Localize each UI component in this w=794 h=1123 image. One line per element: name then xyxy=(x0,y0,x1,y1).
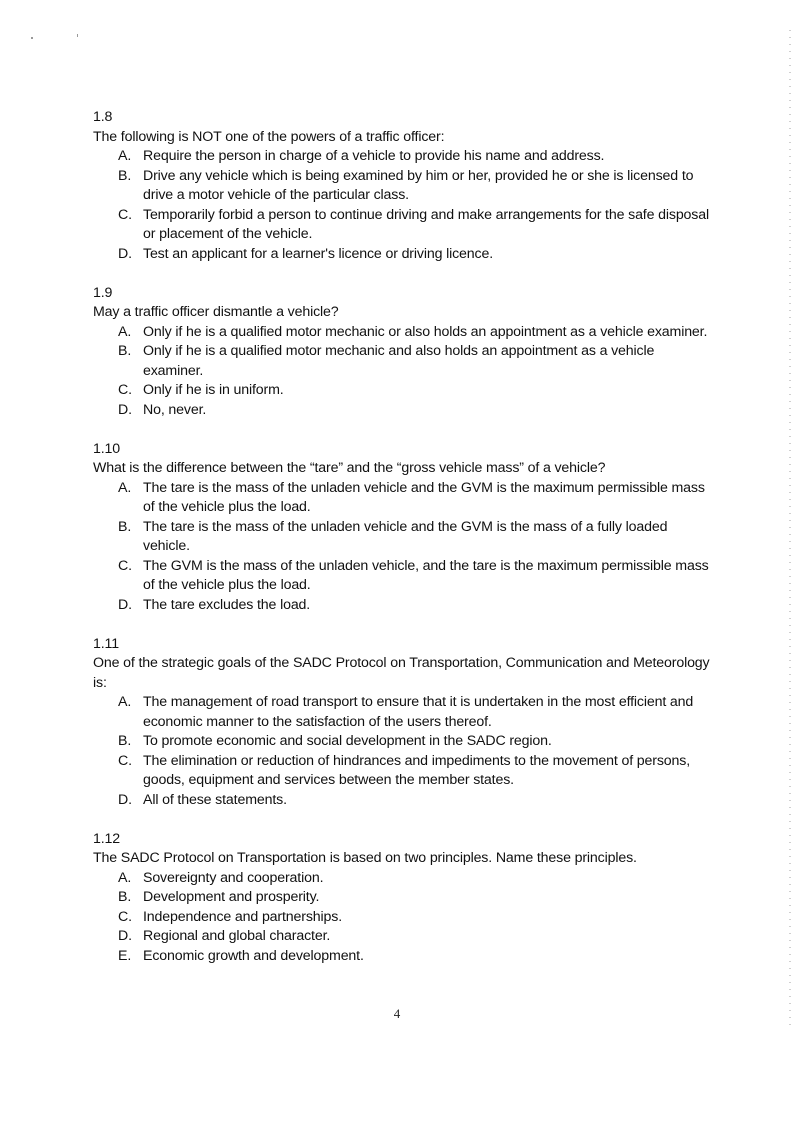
option-letter: B. xyxy=(118,167,132,184)
option-text: The elimination or reduction of hindrances and impediments to the movement of persons, goods, equipment and services between the member states. xyxy=(143,752,691,788)
option-letter: A. xyxy=(118,694,132,710)
option-letter: C. xyxy=(118,382,132,398)
option-letter: D. xyxy=(118,928,132,944)
option-letter: D. xyxy=(118,401,132,418)
answer-options xyxy=(93,693,713,810)
option-text: The management of road transport to ensure that it is undertaken in the most efficient and economic manner to the satisfaction of the users thereof. xyxy=(143,694,694,730)
option-text: Independence and partnerships. xyxy=(143,908,343,925)
option-letter: C. xyxy=(118,752,132,769)
option-text: Drive any vehicle which is being examined by him or her, provided he or she is licensed to drive a motor vehicle of the particular class. xyxy=(143,167,694,203)
answer-option xyxy=(93,147,713,167)
answer-options xyxy=(93,323,713,421)
option-letter: D. xyxy=(118,245,132,262)
question-number: 1.11 xyxy=(93,635,119,652)
option-text: The tare is the mass of the unladen vehicle and the GVM is the mass of a fully loaded vehicle. xyxy=(143,518,668,554)
option-text: Development and prosperity. xyxy=(143,889,320,905)
question-number: 1.10 xyxy=(93,440,121,457)
answer-option xyxy=(93,869,713,889)
question-text: The following is NOT one of the powers of a traffic officer: xyxy=(93,128,445,145)
scan-speck xyxy=(77,34,78,37)
option-text: Economic growth and development. xyxy=(143,947,364,964)
question-1-12 xyxy=(93,830,713,967)
answer-option xyxy=(93,596,713,616)
answer-option xyxy=(93,732,713,752)
option-text: The tare is the mass of the unladen vehicle and the GVM is the maximum permissible mass of the vehicle plus the load. xyxy=(143,479,705,515)
question-1-9 xyxy=(93,284,713,421)
scan-speck xyxy=(31,37,33,39)
question-1-10 xyxy=(93,440,713,616)
option-letter: C. xyxy=(118,557,132,574)
option-text: Require the person in charge of a vehicle to provide his name and address. xyxy=(143,148,605,164)
answer-option xyxy=(93,206,713,245)
option-letter: B. xyxy=(118,889,132,905)
option-letter: C. xyxy=(118,908,132,925)
option-letter: E. xyxy=(118,947,132,964)
option-text: The GVM is the mass of the unladen vehicle, and the tare is the maximum permissible mass of the vehicle plus the load. xyxy=(143,557,709,593)
question-number: 1.9 xyxy=(93,284,113,301)
question-text: One of the strategic goals of the SADC Protocol on Transportation, Communication and Meteorology is: xyxy=(93,655,710,691)
option-letter: B. xyxy=(118,518,132,535)
option-text: Only if he is a qualified motor mechanic and also holds an appointment as a vehicle examiner. xyxy=(143,343,655,379)
answer-option xyxy=(93,888,713,908)
option-text: All of these statements. xyxy=(143,791,287,808)
answer-option xyxy=(93,518,713,557)
answer-option xyxy=(93,908,713,928)
option-letter: A. xyxy=(118,479,132,496)
option-text: Test an applicant for a learner's licence or driving licence. xyxy=(143,245,494,262)
answer-option xyxy=(93,947,713,967)
answer-option xyxy=(93,693,713,732)
question-number: 1.8 xyxy=(93,109,113,125)
question-text: May a traffic officer dismantle a vehicle? xyxy=(93,304,339,320)
answer-option xyxy=(93,752,713,791)
answer-option xyxy=(93,401,713,421)
answer-options xyxy=(93,147,713,264)
option-text: Temporarily forbid a person to continue driving and make arrangements for the safe disposal or placement of the vehicle. xyxy=(143,206,709,242)
option-letter: C. xyxy=(118,206,132,223)
option-text: To promote economic and social development in the SADC region. xyxy=(143,733,552,749)
question-text: What is the difference between the “tare” and the “gross vehicle mass” of a vehicle? xyxy=(93,460,606,476)
answer-option xyxy=(93,927,713,947)
option-letter: A. xyxy=(118,323,132,340)
answer-option xyxy=(93,342,713,381)
question-text: The SADC Protocol on Transportation is based on two principles. Name these principles. xyxy=(93,850,637,866)
option-text: Only if he is a qualified motor mechanic or also holds an appointment as a vehicle examiner. xyxy=(143,323,708,340)
answer-option xyxy=(93,479,713,518)
option-letter: A. xyxy=(118,148,132,164)
answer-option xyxy=(93,323,713,343)
answer-option xyxy=(93,167,713,206)
document-page xyxy=(93,108,713,986)
option-text: No, never. xyxy=(143,401,207,418)
question-1-11 xyxy=(93,635,713,811)
question-1-8 xyxy=(93,108,713,264)
answer-option xyxy=(93,557,713,596)
option-text: Only if he is in uniform. xyxy=(143,382,284,398)
option-text: Regional and global character. xyxy=(143,928,331,944)
option-letter: D. xyxy=(118,596,132,613)
option-letter: A. xyxy=(118,869,132,886)
option-letter: B. xyxy=(118,343,132,359)
option-letter: D. xyxy=(118,791,132,808)
answer-options xyxy=(93,479,713,616)
question-number: 1.12 xyxy=(93,830,121,847)
option-text: The tare excludes the load. xyxy=(143,596,311,613)
option-text: Sovereignty and cooperation. xyxy=(143,869,324,886)
answer-option xyxy=(93,245,713,265)
answer-option xyxy=(93,381,713,401)
answer-options xyxy=(93,869,713,967)
page-number: 4 xyxy=(393,1006,401,1021)
scan-margin-artifact xyxy=(789,30,791,1030)
answer-option xyxy=(93,791,713,811)
option-letter: B. xyxy=(118,733,132,749)
